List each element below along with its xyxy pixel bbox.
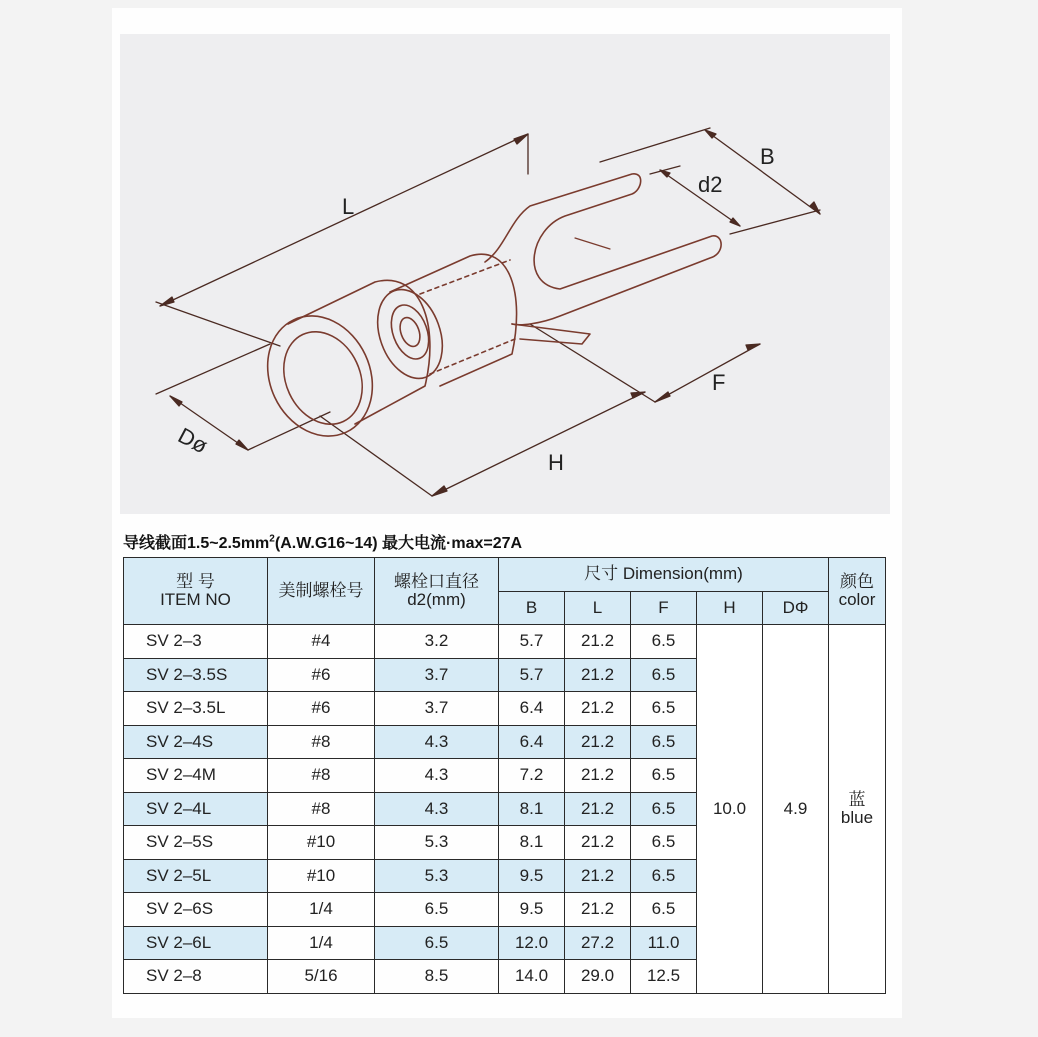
title-superscript: 2: [269, 533, 275, 545]
cell-d2: 6.5: [375, 893, 499, 927]
header-F: F: [631, 591, 697, 625]
header-d2-cn: 螺栓口直径: [394, 572, 479, 592]
cell-d2: 3.7: [375, 658, 499, 692]
cell-L: 27.2: [565, 926, 631, 960]
cell-item-no: SV 2–8: [124, 960, 268, 994]
cell-d2: 8.5: [375, 960, 499, 994]
cell-B: 5.7: [499, 625, 565, 659]
cell-D-shared: 4.9: [763, 625, 829, 994]
cell-B: 9.5: [499, 893, 565, 927]
spec-title: [123, 530, 883, 553]
header-dimension: 尺寸 Dimension(mm): [499, 558, 829, 592]
cell-F: 6.5: [631, 658, 697, 692]
cell-B: 8.1: [499, 826, 565, 860]
cell-d2: 3.2: [375, 625, 499, 659]
cell-bolt: 1/4: [268, 926, 375, 960]
cell-B: 7.2: [499, 759, 565, 793]
table-row: [124, 625, 886, 659]
cell-L: 29.0: [565, 960, 631, 994]
cell-d2: 5.3: [375, 859, 499, 893]
cell-item-no: SV 2–3: [124, 625, 268, 659]
cell-L: 21.2: [565, 826, 631, 860]
cell-B: 6.4: [499, 725, 565, 759]
cell-B: 9.5: [499, 859, 565, 893]
cell-F: 6.5: [631, 625, 697, 659]
cell-item-no: SV 2–4M: [124, 759, 268, 793]
cell-color-shared: [829, 625, 886, 994]
header-H: H: [697, 591, 763, 625]
dim-label-B: B: [760, 144, 775, 169]
cell-d2: 4.3: [375, 759, 499, 793]
cell-bolt: #8: [268, 759, 375, 793]
cell-item-no: SV 2–6S: [124, 893, 268, 927]
color-en: blue: [840, 807, 874, 827]
cell-bolt: #10: [268, 826, 375, 860]
cell-L: 21.2: [565, 725, 631, 759]
cell-bolt: #8: [268, 792, 375, 826]
header-item-cn: 型 号: [176, 572, 215, 592]
cell-F: 6.5: [631, 792, 697, 826]
spec-table: [123, 557, 886, 994]
cell-item-no: SV 2–4L: [124, 792, 268, 826]
cell-item-no: SV 2–5S: [124, 826, 268, 860]
cell-B: 5.7: [499, 658, 565, 692]
cell-bolt: #4: [268, 625, 375, 659]
cell-d2: 4.3: [375, 725, 499, 759]
header-L: L: [565, 591, 631, 625]
dim-label-L: L: [342, 194, 355, 219]
table-header: [124, 558, 886, 625]
cell-L: 21.2: [565, 658, 631, 692]
cell-bolt: #10: [268, 859, 375, 893]
cell-item-no: SV 2–5L: [124, 859, 268, 893]
cell-F: 6.5: [631, 893, 697, 927]
cell-L: 21.2: [565, 893, 631, 927]
cell-F: 12.5: [631, 960, 697, 994]
dim-label-d2: d2: [698, 172, 723, 197]
cell-F: 6.5: [631, 725, 697, 759]
cell-item-no: SV 2–3.5S: [124, 658, 268, 692]
title-prefix: 导线截面1.5~2.5mm: [123, 535, 270, 552]
cell-d2: 6.5: [375, 926, 499, 960]
cell-B: 12.0: [499, 926, 565, 960]
header-item-no: [124, 558, 268, 625]
cell-L: 21.2: [565, 859, 631, 893]
cell-bolt: #8: [268, 725, 375, 759]
insulation-sleeve: [248, 254, 516, 453]
title-suffix: (A.W.G16~14) 最大电流·max=27A: [274, 535, 523, 552]
header-bolt: 美制螺栓号: [268, 558, 375, 625]
header-color-cn: 颜色: [840, 572, 874, 592]
cell-bolt: 5/16: [268, 960, 375, 994]
cell-bolt: #6: [268, 692, 375, 726]
header-B: B: [499, 591, 565, 625]
dim-label-F: F: [712, 370, 726, 395]
header-d2-en: d2(mm): [407, 590, 466, 609]
header-d2: [375, 558, 499, 625]
header-item-en: ITEM NO: [160, 590, 231, 609]
cell-L: 21.2: [565, 625, 631, 659]
cell-L: 21.2: [565, 792, 631, 826]
cell-F: 11.0: [631, 926, 697, 960]
cell-F: 6.5: [631, 859, 697, 893]
cell-item-no: SV 2–3.5L: [124, 692, 268, 726]
table-body: [124, 625, 886, 994]
cell-d2: 3.7: [375, 692, 499, 726]
cell-bolt: 1/4: [268, 893, 375, 927]
cell-F: 6.5: [631, 826, 697, 860]
cell-H-shared: 10.0: [697, 625, 763, 994]
spade-terminal-drawing: [120, 34, 890, 514]
cell-L: 21.2: [565, 759, 631, 793]
dim-label-H: H: [548, 450, 564, 475]
cell-F: 6.5: [631, 759, 697, 793]
cell-B: 6.4: [499, 692, 565, 726]
header-color-en: color: [838, 590, 876, 609]
header-D: DΦ: [763, 591, 829, 625]
cell-item-no: SV 2–6L: [124, 926, 268, 960]
color-cn: 蓝: [848, 789, 866, 809]
cell-d2: 4.3: [375, 792, 499, 826]
cell-item-no: SV 2–4S: [124, 725, 268, 759]
cell-d2: 5.3: [375, 826, 499, 860]
cell-B: 14.0: [499, 960, 565, 994]
cell-bolt: #6: [268, 658, 375, 692]
spade-fork: [485, 174, 721, 344]
header-color: [829, 558, 886, 625]
cell-F: 6.5: [631, 692, 697, 726]
technical-drawing: [120, 34, 890, 514]
dim-label-D: Dø: [174, 422, 212, 459]
cell-L: 21.2: [565, 692, 631, 726]
cell-B: 8.1: [499, 792, 565, 826]
